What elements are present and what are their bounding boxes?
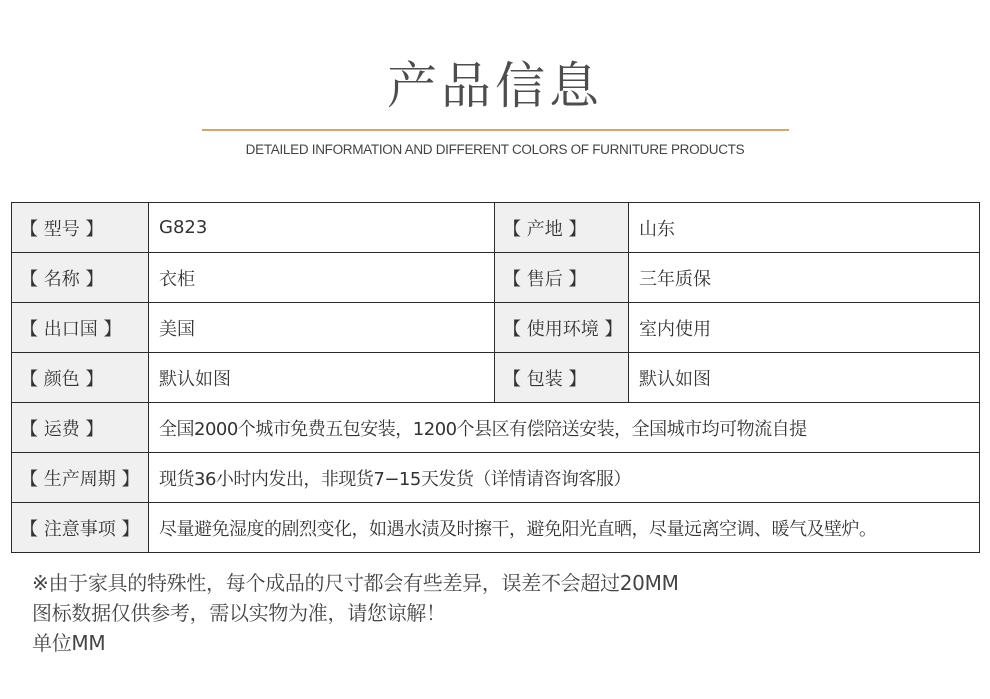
- spec-label-packaging: 【 包装 】: [495, 353, 629, 403]
- table-row: [12, 203, 980, 253]
- spec-label-model: 【 型号 】: [12, 203, 149, 253]
- footnote-unit: 单位MM: [32, 631, 106, 655]
- title-divider: [202, 129, 789, 131]
- spec-label-after-sales: 【 售后 】: [495, 253, 629, 303]
- spec-value-model: G823: [149, 203, 495, 253]
- spec-value-after-sales: 三年质保: [629, 253, 980, 303]
- spec-label-color: 【 颜色 】: [12, 353, 149, 403]
- spec-label-environment: 【 使用环境 】: [495, 303, 629, 353]
- product-spec-table: [11, 202, 980, 553]
- table-row: [12, 253, 980, 303]
- spec-label-production-cycle: 【 生产周期 】: [12, 453, 149, 503]
- spec-value-packaging: 默认如图: [629, 353, 980, 403]
- table-row: [12, 403, 980, 453]
- spec-value-export-country: 美国: [149, 303, 495, 353]
- spec-value-origin: 山东: [629, 203, 980, 253]
- spec-value-notice: 尽量避免湿度的剧烈变化，如遇水渍及时擦干，避免阳光直晒，尽量远离空调、暖气及壁炉。: [149, 503, 980, 553]
- spec-value-shipping: 全国2000个城市免费五包安装，1200个县区有偿陪送安装，全国城市均可物流自提: [149, 403, 980, 453]
- page-subtitle: DETAILED INFORMATION AND DIFFERENT COLORS OF FURNITURE PRODUCTS: [245, 142, 745, 157]
- spec-value-color: 默认如图: [149, 353, 495, 403]
- spec-value-name: 衣柜: [149, 253, 495, 303]
- spec-label-name: 【 名称 】: [12, 253, 149, 303]
- spec-label-shipping: 【 运费 】: [12, 403, 149, 453]
- spec-value-production-cycle: 现货36小时内发出，非现货7−15天发货（详情请咨询客服）: [149, 453, 980, 503]
- page-title: 产品信息: [387, 57, 603, 115]
- spec-label-notice: 【 注意事项 】: [12, 503, 149, 553]
- table-row: [12, 503, 980, 553]
- table-row: [12, 303, 980, 353]
- table-row: [12, 453, 980, 503]
- section-header: [0, 0, 990, 170]
- footnote-size-variance: ※由于家具的特殊性，每个成品的尺寸都会有些差异，误差不会超过20MM: [32, 571, 679, 595]
- spec-label-origin: 【 产地 】: [495, 203, 629, 253]
- spec-label-export-country: 【 出口国 】: [12, 303, 149, 353]
- footnotes: [32, 568, 679, 658]
- footnote-reference: 图标数据仅供参考，需以实物为准，请您谅解！: [32, 601, 446, 625]
- spec-value-environment: 室内使用: [629, 303, 980, 353]
- table-row: [12, 353, 980, 403]
